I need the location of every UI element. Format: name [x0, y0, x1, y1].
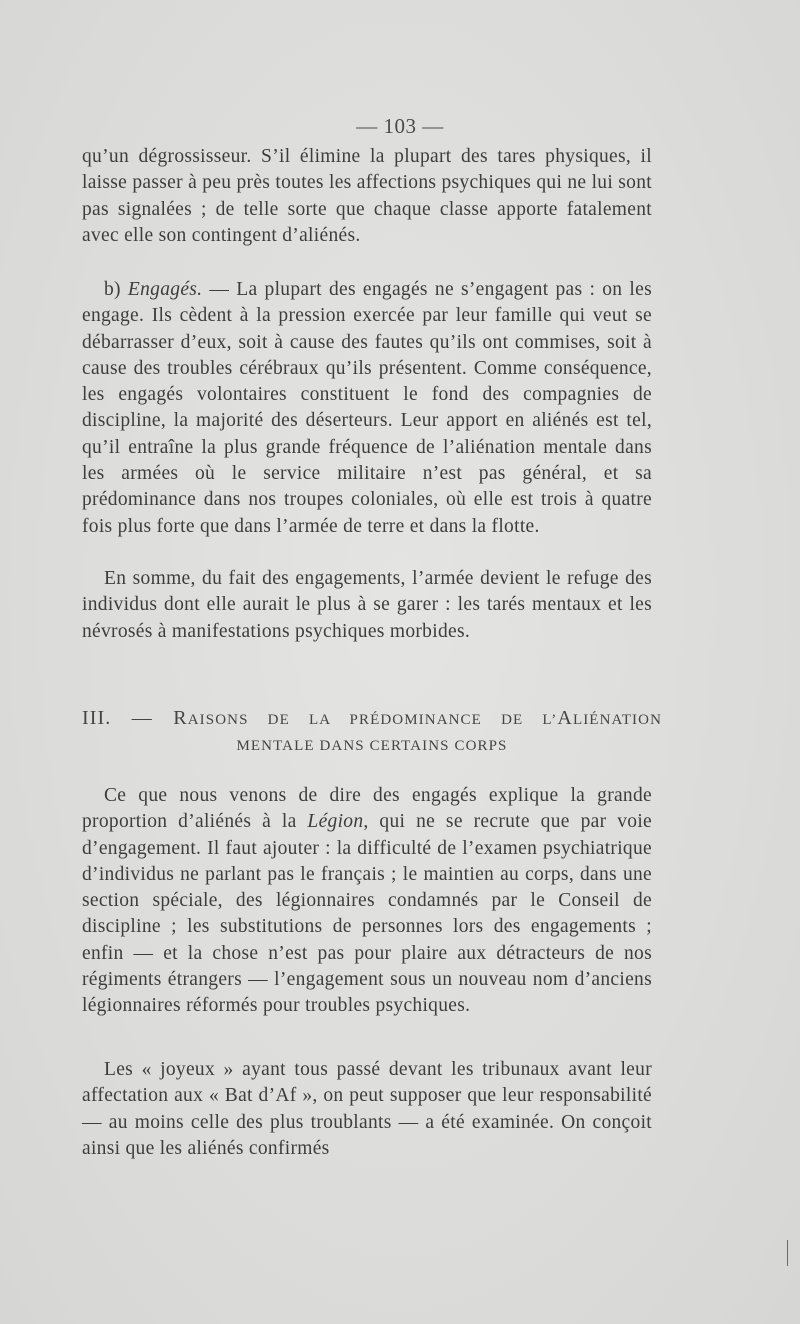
- page-number: — 103 —: [356, 114, 444, 138]
- paragraph-legion: [82, 783, 652, 1020]
- paragraph-joyeux: [82, 1057, 652, 1162]
- paragraph-text: qu’un dégrossisseur. S’il élimine la plupart des tares physiques, il laisse passer à peu près toutes les affections psychiques qui ne lui sont pas signalées ; de telle sorte que chaque classe apporte fatalement avec elle son contingent d’aliénés.: [82, 146, 652, 246]
- heading-initial: A: [557, 707, 573, 729]
- section-numeral: III. —: [82, 707, 174, 729]
- paragraph-en-somme: [82, 566, 652, 645]
- paragraph-label: b): [104, 279, 128, 300]
- section-heading-line-2: MENTALE DANS CERTAINS CORPS: [236, 738, 508, 754]
- paragraph-text: [82, 783, 652, 1020]
- heading-text: AISONS DE LA PRÉDOMINANCE DE L’: [187, 712, 558, 728]
- paragraph-text: [82, 277, 652, 540]
- heading-initial: R: [173, 707, 188, 729]
- paragraph-text: Les « joyeux » ayant tous passé devant les tribunaux avant leur affectation aux « Bat d’Af », on peut supposer que leur responsabilité — au moins celle des plus troublants — a été examinée. On conçoit ainsi que les aliénés confirmés: [82, 1059, 652, 1159]
- paragraph-text: En somme, du fait des engagements, l’armée devient le refuge des individus dont elle aurait le plus à se garer : les tarés mentaux et les névrosés à manifestations psychiques morbides.: [82, 568, 652, 642]
- paragraph-conscription: [82, 144, 652, 249]
- paragraph-body: Ce que nous venons de dire des engagés explique la grande proportion d’aliénés à la: [82, 785, 652, 833]
- section-heading-line-1: [82, 705, 662, 733]
- heading-text: LIÉNATION: [572, 712, 662, 728]
- paragraph-italic-term: Légion: [307, 811, 364, 833]
- paragraph-body: — La plupart des engagés ne s’engagent pas : on les engage. Ils cèdent à la pression exercée par leur famille qui veut se débarrasser d’eux, soit à cause des fautes qu’ils ont commises, soit à cause des troubles cérébraux qu’ils présentent. Comme conséquence, les engagés volontaires constituent le fond des compagnies de discipline, la majorité des déserteurs. Leur apport en aliénés est tel, qu’il entraîne la plus grande fréquence de l’aliénation mentale dans les armées où le service militaire n’est pas général, et sa prédominance dans nos troupes coloniales, où elle est trois à quatre fois plus forte que dans l’armée de terre et dans la flotte.: [82, 279, 652, 537]
- scan-artifact-mark: [787, 1240, 788, 1266]
- paragraph-italic-term: Engagés.: [127, 279, 203, 300]
- paragraph-engages: [82, 277, 652, 540]
- section-heading: [82, 705, 662, 759]
- paragraph-body: , qui ne se recrute que par voie d’engagement. Il faut ajouter : la difficulté de l’examen psychiatrique d’individus ne parlant pas le français ; le maintien au corps, dans une section spéciale, des légionnaires condamnés par le Conseil de discipline ; les substitutions de personnes lors des engagements ; enfin — et la chose n’est pas pour plaire aux détracteurs de nos régiments étrangers — l’engagement sous un nouveau nom d’anciens légionnaires réformés pour troubles psychiques.: [82, 811, 652, 1017]
